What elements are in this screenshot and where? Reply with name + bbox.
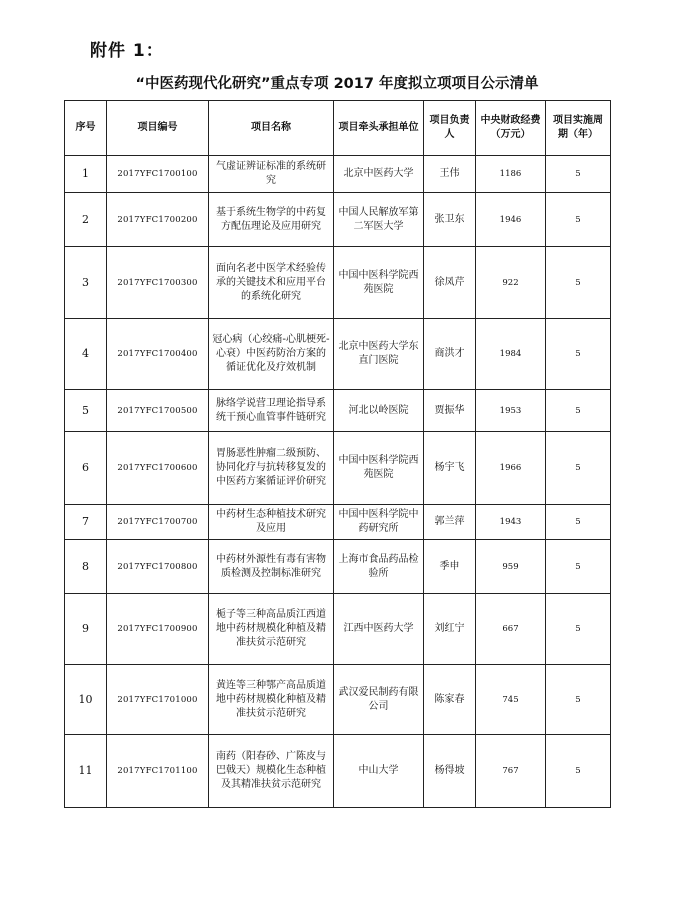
table-row — [65, 735, 611, 808]
cell-fund: 1946 — [476, 193, 546, 247]
cell-idx: 6 — [65, 432, 107, 505]
cell-name: 面向名老中医学术经验传承的关键技术和应用平台的系统化研究 — [209, 247, 334, 319]
cell-fund: 922 — [476, 247, 546, 319]
cell-code: 2017YFC1700900 — [107, 594, 209, 665]
cell-leader: 季申 — [424, 540, 476, 594]
cell-code: 2017YFC1701100 — [107, 735, 209, 808]
cell-name: 黄连等三种鄂产高品质道地中药材规模化种植及精准扶贫示范研究 — [209, 665, 334, 735]
cell-fund: 1984 — [476, 319, 546, 390]
cell-period: 5 — [546, 735, 611, 808]
attachment-label: 附件 1： — [90, 41, 164, 61]
cell-fund: 959 — [476, 540, 546, 594]
table-body — [65, 156, 611, 808]
table-row — [65, 193, 611, 247]
cell-code: 2017YFC1700500 — [107, 390, 209, 432]
cell-code: 2017YFC1700600 — [107, 432, 209, 505]
cell-code: 2017YFC1700100 — [107, 156, 209, 193]
cell-leader: 张卫东 — [424, 193, 476, 247]
cell-idx: 11 — [65, 735, 107, 808]
table-row — [65, 505, 611, 540]
cell-fund: 667 — [476, 594, 546, 665]
column-header: 项目实施周期（年） — [546, 101, 611, 156]
column-header: 项目名称 — [209, 101, 334, 156]
cell-name: 气虚证辨证标准的系统研究 — [209, 156, 334, 193]
table-header-row — [65, 101, 611, 156]
column-header: 序号 — [65, 101, 107, 156]
column-header: 中央财政经费（万元） — [476, 101, 546, 156]
table-row — [65, 156, 611, 193]
cell-unit: 中国中医科学院中药研究所 — [334, 505, 424, 540]
cell-period: 5 — [546, 540, 611, 594]
cell-name: 脉络学说营卫理论指导系统干预心血管事件链研究 — [209, 390, 334, 432]
project-table — [64, 100, 611, 808]
cell-code: 2017YFC1700200 — [107, 193, 209, 247]
cell-fund: 1966 — [476, 432, 546, 505]
cell-leader: 郭兰萍 — [424, 505, 476, 540]
cell-name: 中药材生态种植技术研究及应用 — [209, 505, 334, 540]
cell-code: 2017YFC1700800 — [107, 540, 209, 594]
column-header: 项目牵头承担单位 — [334, 101, 424, 156]
cell-period: 5 — [546, 665, 611, 735]
table-row — [65, 247, 611, 319]
table-row — [65, 594, 611, 665]
cell-idx: 5 — [65, 390, 107, 432]
cell-leader: 刘红宁 — [424, 594, 476, 665]
cell-period: 5 — [546, 594, 611, 665]
document-title: “中医药现代化研究”重点专项 2017 年度拟立项项目公示清单 — [135, 76, 539, 92]
table-row — [65, 432, 611, 505]
table-row — [65, 390, 611, 432]
cell-unit: 江西中医药大学 — [334, 594, 424, 665]
cell-unit: 中国人民解放军第二军医大学 — [334, 193, 424, 247]
cell-period: 5 — [546, 505, 611, 540]
cell-unit: 河北以岭医院 — [334, 390, 424, 432]
cell-code: 2017YFC1700700 — [107, 505, 209, 540]
table-row — [65, 319, 611, 390]
column-header: 项目负责人 — [424, 101, 476, 156]
table-row — [65, 665, 611, 735]
cell-unit: 中国中医科学院西苑医院 — [334, 432, 424, 505]
cell-idx: 9 — [65, 594, 107, 665]
cell-unit: 上海市食品药品检验所 — [334, 540, 424, 594]
cell-leader: 商洪才 — [424, 319, 476, 390]
cell-name: 中药材外源性有毒有害物质检测及控制标准研究 — [209, 540, 334, 594]
cell-leader: 徐凤芹 — [424, 247, 476, 319]
cell-unit: 中国中医科学院西苑医院 — [334, 247, 424, 319]
cell-idx: 2 — [65, 193, 107, 247]
cell-idx: 3 — [65, 247, 107, 319]
cell-leader: 王伟 — [424, 156, 476, 193]
cell-period: 5 — [546, 432, 611, 505]
cell-unit: 北京中医药大学东直门医院 — [334, 319, 424, 390]
table-row — [65, 540, 611, 594]
cell-code: 2017YFC1700400 — [107, 319, 209, 390]
cell-leader: 杨得坡 — [424, 735, 476, 808]
cell-name: 胃肠恶性肿瘤二级预防、协同化疗与抗转移复发的中医药方案循证评价研究 — [209, 432, 334, 505]
cell-period: 5 — [546, 193, 611, 247]
cell-fund: 1953 — [476, 390, 546, 432]
cell-unit: 武汉爱民制药有限公司 — [334, 665, 424, 735]
cell-period: 5 — [546, 156, 611, 193]
cell-code: 2017YFC1700300 — [107, 247, 209, 319]
cell-fund: 1186 — [476, 156, 546, 193]
cell-leader: 贾振华 — [424, 390, 476, 432]
cell-unit: 北京中医药大学 — [334, 156, 424, 193]
cell-leader: 陈家春 — [424, 665, 476, 735]
cell-idx: 1 — [65, 156, 107, 193]
cell-name: 栀子等三种高品质江西道地中药材规模化种植及精准扶贫示范研究 — [209, 594, 334, 665]
cell-period: 5 — [546, 319, 611, 390]
cell-code: 2017YFC1701000 — [107, 665, 209, 735]
cell-fund: 767 — [476, 735, 546, 808]
cell-name: 冠心病（心绞痛-心肌梗死-心衰）中医药防治方案的循证优化及疗效机制 — [209, 319, 334, 390]
cell-leader: 杨宇飞 — [424, 432, 476, 505]
cell-idx: 8 — [65, 540, 107, 594]
cell-idx: 10 — [65, 665, 107, 735]
cell-idx: 7 — [65, 505, 107, 540]
cell-idx: 4 — [65, 319, 107, 390]
cell-fund: 1943 — [476, 505, 546, 540]
column-header: 项目编号 — [107, 101, 209, 156]
cell-name: 南药（阳春砂、广陈皮与巴戟天）规模化生态种植及其精准扶贫示范研究 — [209, 735, 334, 808]
cell-period: 5 — [546, 247, 611, 319]
cell-unit: 中山大学 — [334, 735, 424, 808]
cell-period: 5 — [546, 390, 611, 432]
cell-fund: 745 — [476, 665, 546, 735]
cell-name: 基于系统生物学的中药复方配伍理论及应用研究 — [209, 193, 334, 247]
